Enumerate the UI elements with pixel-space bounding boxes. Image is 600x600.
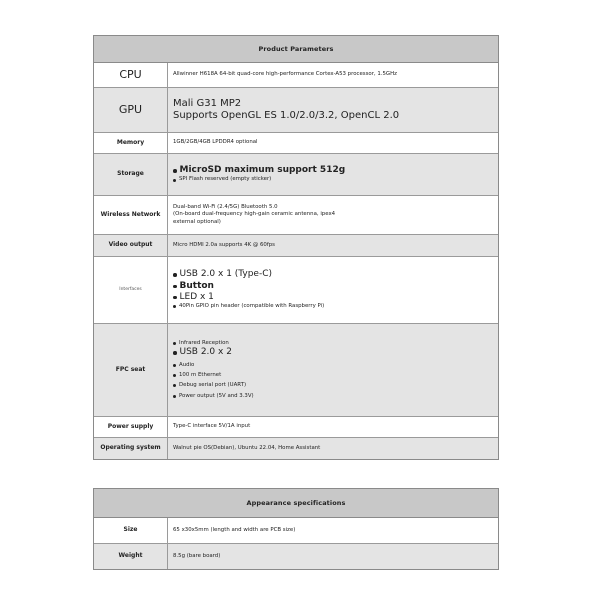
bullet-icon — [173, 374, 176, 377]
list-item: USB 2.0 x 2 — [173, 347, 493, 358]
gpu-line-1: Mali G31 MP2 — [173, 98, 242, 109]
bullet-icon — [173, 364, 176, 367]
row-value — [168, 154, 498, 195]
video-value: Micro HDMI 2.0a supports 4K @ 60fps — [173, 241, 275, 248]
row-value — [168, 63, 498, 87]
row-label: Storage — [94, 154, 168, 195]
bullet-icon — [173, 384, 176, 387]
bullet-icon — [173, 179, 176, 182]
gpu-line-2: Supports OpenGL ES 1.0/2.0/3.2, OpenCL 2.0 — [173, 110, 400, 121]
bullet-icon — [173, 305, 176, 308]
row-label: CPU — [94, 63, 168, 87]
table-row-cpu — [94, 63, 498, 88]
list-item: Audio — [173, 362, 493, 369]
row-value — [168, 257, 498, 323]
row-value — [168, 133, 498, 153]
list-item: LED x 1 — [173, 292, 493, 303]
size-value: 65 x30x5mm (length and width are PCB size) — [173, 526, 296, 533]
table-row-size — [94, 518, 498, 544]
row-value — [168, 518, 498, 543]
table-row-wireless — [94, 196, 498, 235]
list-item: Power output (5V and 3.3V) — [173, 393, 493, 400]
row-value — [168, 417, 498, 437]
wireless-line-1: Dual-band Wi-Fi (2.4/5G) Bluetooth 5.0 — [173, 204, 278, 211]
row-label: GPU — [94, 88, 168, 132]
row-value — [168, 235, 498, 256]
list-item: Infrared Reception — [173, 340, 493, 347]
list-item: MicroSD maximum support 512g — [173, 165, 493, 176]
row-label: Video output — [94, 235, 168, 256]
row-label: Operating system — [94, 438, 168, 459]
appearance-specifications-table — [93, 488, 499, 570]
cpu-value: Allwinner H618A 64-bit quad-core high-performance Cortex-A53 processor, 1.5GHz — [173, 71, 397, 78]
bullet-icon — [173, 285, 177, 289]
table-header: Product Parameters — [94, 36, 498, 63]
row-label: Weight — [94, 544, 168, 569]
list-item: 40Pin GPIO pin header (compatible with Raspberry Pi) — [173, 303, 493, 310]
list-item: Debug serial port (UART) — [173, 382, 493, 389]
row-value — [168, 88, 498, 132]
table-row-power-supply — [94, 417, 498, 438]
power-value: Type-C interface 5V/1A input — [173, 423, 251, 430]
table-row-interfaces — [94, 257, 498, 324]
row-label: Size — [94, 518, 168, 543]
list-item: 100 m Ethernet — [173, 372, 493, 379]
table-row-operating-system — [94, 438, 498, 459]
row-label: Interfaces — [94, 257, 168, 323]
bullet-icon — [173, 296, 177, 300]
list-item: Button — [173, 281, 493, 292]
row-value — [168, 324, 498, 416]
bullet-icon — [173, 169, 177, 173]
row-label: Wireless Network — [94, 196, 168, 234]
row-value — [168, 544, 498, 569]
table-row-video-output — [94, 235, 498, 257]
memory-value: 1GB/2GB/4GB LPDDR4 optional — [173, 139, 258, 146]
list-item: USB 2.0 x 1 (Type-C) — [173, 269, 493, 280]
bullet-icon — [173, 273, 177, 277]
row-value — [168, 196, 498, 234]
table-header: Appearance specifications — [94, 489, 498, 518]
bullet-icon — [173, 351, 177, 355]
list-item: SPI Flash reserved (empty sticker) — [173, 176, 493, 183]
row-value — [168, 438, 498, 459]
wireless-line-3: external optional) — [173, 218, 221, 225]
table-row-memory — [94, 133, 498, 154]
table-row-fpc-seat — [94, 324, 498, 417]
bullet-icon — [173, 395, 176, 398]
weight-value: 8.5g (bare board) — [173, 552, 221, 559]
row-label: Power supply — [94, 417, 168, 437]
product-parameters-table — [93, 35, 499, 460]
wireless-line-2: (On-board dual-frequency high-gain ceramic antenna, ipex4 — [173, 211, 336, 218]
table-row-gpu — [94, 88, 498, 133]
table-row-weight — [94, 544, 498, 569]
os-value: Walnut pie OS(Debian), Ubuntu 22.04, Home Assistant — [173, 444, 321, 451]
row-label: FPC seat — [94, 324, 168, 416]
bullet-icon — [173, 342, 176, 345]
table-row-storage — [94, 154, 498, 196]
row-label: Memory — [94, 133, 168, 153]
